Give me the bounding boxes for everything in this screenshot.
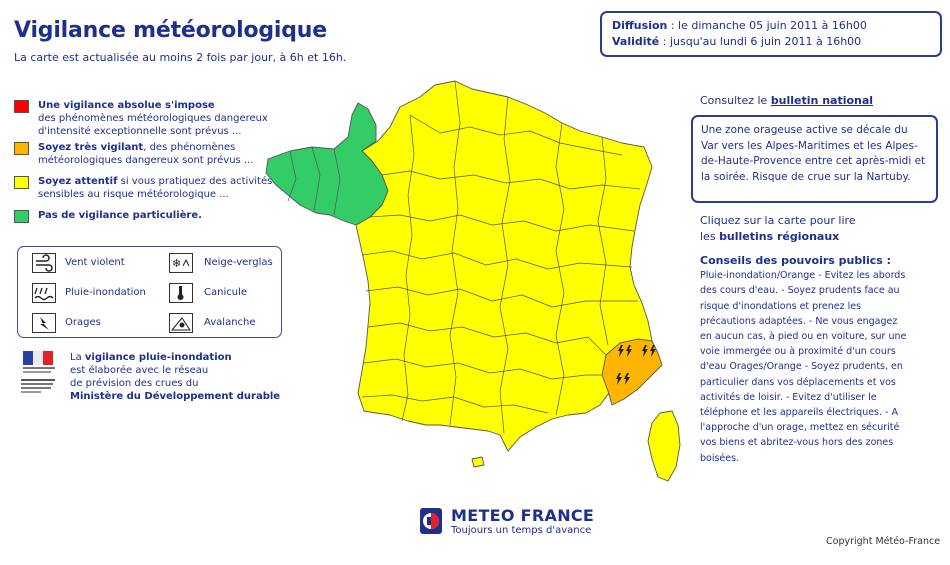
legend-red-title: Une vigilance absolue s'impose [38, 100, 215, 111]
regional-bulletins [700, 213, 856, 245]
page-title: Vigilance météorologique [14, 18, 327, 43]
storm-label: Orages [65, 317, 101, 328]
meteo-france-logo[interactable] [419, 506, 609, 544]
svg-text:❄: ❄ [172, 257, 182, 270]
validity-line [612, 35, 861, 48]
alert-box: Une zone orageuse active se décale du Var vers les Alpes-Maritimes et les Alpes-de-Haute-Provence entre cet après-midi et la soirée. Risque de crue sur la Nartuby. [691, 115, 938, 203]
regional-bulletins-link[interactable]: bulletins régionaux [719, 230, 840, 243]
legend-green [14, 209, 274, 222]
legend-orange-title: Soyez très vigilant [38, 142, 144, 153]
public-advice [700, 253, 910, 466]
map-corsica[interactable] [648, 411, 680, 481]
ministry-logo [17, 349, 61, 405]
storm-icon [32, 313, 56, 333]
diffusion-value: : le dimanche 05 juin 2011 à 16h00 [667, 19, 867, 32]
legend-yellow-desc: si vous pratiquez des activités sensibles au risque météorologique ... [38, 176, 273, 200]
diffusion-line [612, 19, 867, 32]
map-green-zone[interactable] [266, 103, 388, 225]
legend-green-title: Pas de vigilance particulière. [38, 210, 202, 221]
orange-swatch [14, 142, 29, 155]
legend-red [14, 99, 274, 138]
wind-label: Vent violent [65, 257, 125, 268]
ministry-text-2: est élaborée avec le réseau [70, 365, 209, 376]
diffusion-label: Diffusion [612, 19, 668, 32]
map-island [472, 457, 484, 467]
regional-text-2a: les [700, 230, 720, 243]
rain-flood-label: Pluie-inondation [65, 287, 146, 298]
snow-ice-icon [169, 253, 193, 273]
heatwave-label: Canicule [204, 287, 247, 298]
legend-orange [14, 141, 274, 167]
validity-value: : jusqu'au lundi 6 juin 2011 à 16h00 [659, 35, 862, 48]
copyright: Copyright Météo-France [826, 536, 941, 547]
logo-tagline: Toujours un temps d'avance [451, 525, 592, 536]
validity-label: Validité [612, 35, 660, 48]
snow-ice-label: Neige-verglas [204, 257, 273, 268]
france-vigilance-map[interactable] [250, 75, 690, 495]
green-swatch [14, 210, 29, 223]
ministry-text-4: Ministère du Développement durable [70, 391, 281, 402]
legend-yellow-title: Soyez attentif [38, 176, 118, 187]
ministry-text-1b: vigilance pluie-inondation [84, 352, 232, 363]
regional-text-1: Cliquez sur la carte pour lire [700, 214, 856, 227]
advice-text: Pluie-inondation/Orange - Evitez les abords des cours d'eau. - Soyez prudents face au risque d'inondations et prenez les précautions adaptées. - Ne vous engagez en aucun cas, à pied ou en voiture, sur une voie immergée ou à proximité d'un cours d'eau Orages/Orange - Soyez prudents, en particulier dans vos déplacements et vos activités de loisir. - Evitez d'utiliser le téléphone et les appareils électriques. - A l'approche d'un orage, mettez en sécurité vos biens et abritez-vous hors des zones boisées. [700, 270, 907, 464]
bulletin-national-link[interactable]: bulletin national [770, 94, 874, 107]
phenomena-legend [17, 246, 282, 338]
avalanche-icon [169, 313, 193, 333]
advice-title: Conseils des pouvoirs publics : [700, 254, 892, 267]
rain-flood-icon [32, 283, 56, 303]
diffusion-box [600, 11, 942, 57]
consult-bulletin [700, 94, 873, 107]
legend-orange-desc: , des phénomènes météorologiques dangereux sont prévus ... [38, 142, 254, 166]
consult-text: Consultez le [700, 94, 771, 107]
ministry-text-3: de prévision des crues du [70, 378, 199, 389]
red-swatch [14, 100, 29, 113]
wind-icon [32, 253, 56, 273]
legend-yellow [14, 175, 274, 201]
yellow-swatch [14, 176, 29, 189]
page-subtitle: La carte est actualisée au moins 2 fois par jour, à 6h et 16h. [14, 51, 347, 64]
logo-name: METEO FRANCE [451, 506, 595, 525]
ministry-text-1a: La [70, 352, 85, 363]
legend-red-desc: des phénomènes météorologiques dangereux d'intensité exceptionnelle sont prévus ... [38, 113, 268, 137]
heatwave-icon [169, 283, 193, 303]
avalanche-label: Avalanche [204, 317, 256, 328]
